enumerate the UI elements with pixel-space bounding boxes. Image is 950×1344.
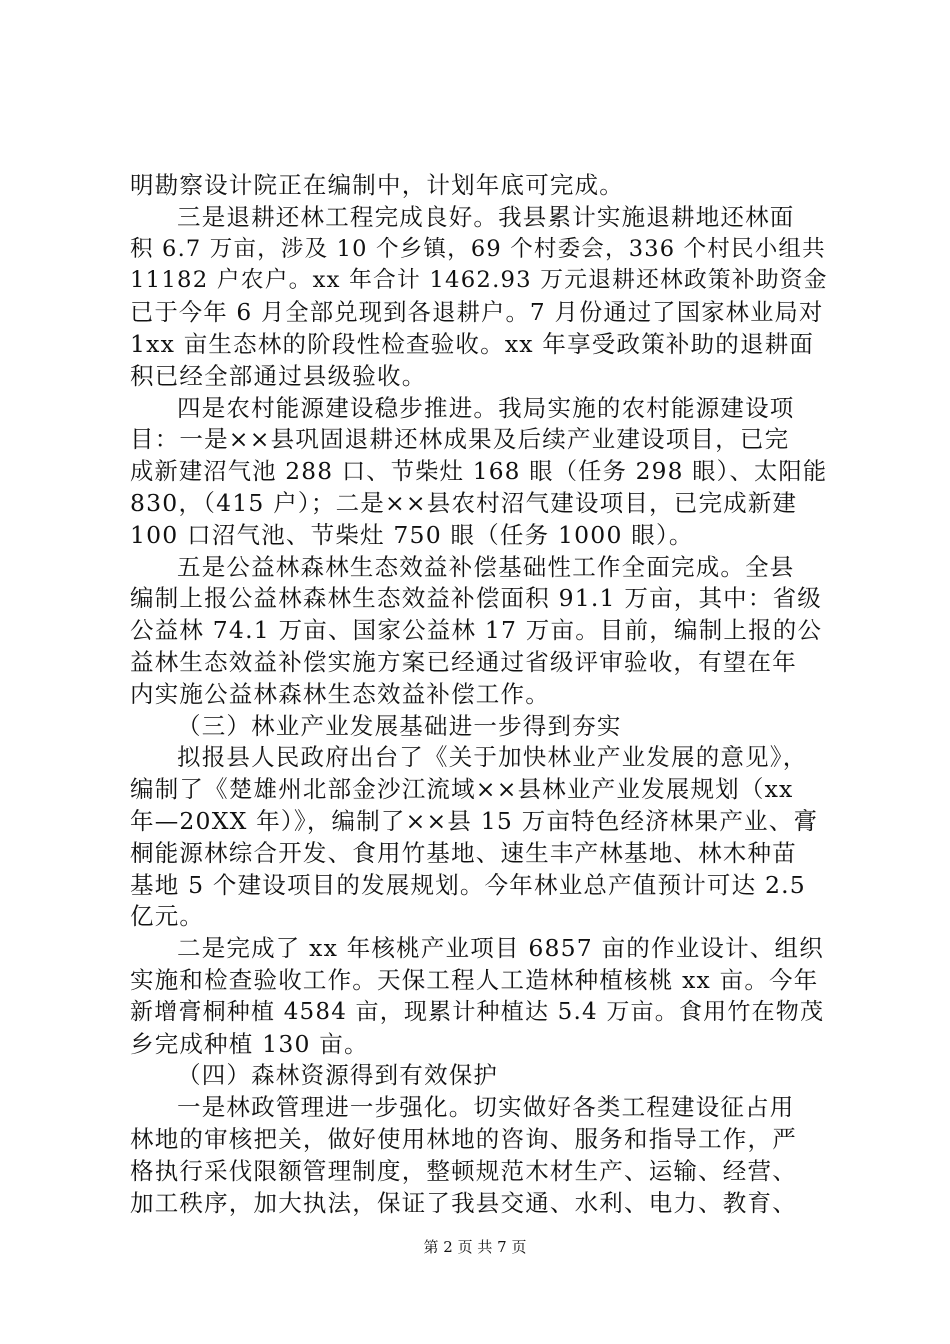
text-line: 实施和检查验收工作。天保工程人工造林种植核桃 xx 亩。今年: [130, 965, 819, 994]
text-line: 桐能源林综合开发、食用竹基地、速生丰产林基地、林木种苗: [130, 838, 797, 867]
text-line: 内实施公益林森林生态效益补偿工作。: [130, 679, 550, 708]
document-body: [130, 170, 830, 1219]
text-line: 基地 5 个建设项目的发展规划。今年林业总产值预计可达 2.5: [130, 870, 806, 899]
text-line: 编制上报公益林森林生态效益补偿面积 91.1 万亩，其中：省级: [130, 584, 822, 613]
text-line: 编制了《楚雄州北部金沙江流域××县林业产业发展规划（xx: [130, 775, 794, 804]
text-line: 格执行采伐限额管理制度，整顿规范木材生产、运输、经营、: [130, 1156, 797, 1185]
text-line: 明勘察设计院正在编制中，计划年底可完成。: [130, 171, 624, 199]
text-line: 四是农村能源建设稳步推进。我局实施的农村能源建设项: [177, 393, 795, 422]
text-line: 积 6.7 万亩，涉及 10 个乡镇，69 个村委会，336 个村民小组共: [130, 235, 826, 262]
text-line: 目：一是××县巩固退耕还林成果及后续产业建设项目，已完: [130, 425, 790, 454]
text-line: 五是公益林森林生态效益补偿基础性工作全面完成。全县: [177, 552, 795, 581]
text-line: 100 口沼气池、节柴灶 750 眼（任务 1000 眼）。: [130, 520, 694, 549]
text-line: 一是林政管理进一步强化。切实做好各类工程建设征占用: [177, 1093, 795, 1122]
text-line: 11182 户农户。xx 年合计 1462.93 万元退耕还林政策补助资金: [130, 267, 828, 294]
text-line: 积已经全部通过县级验收。: [130, 361, 427, 390]
text-line: 三是退耕还林工程完成良好。我县累计实施退耕地还林面: [177, 202, 795, 231]
text-line: 830，（415 户）；二是××县农村沼气建设项目，已完成新建: [130, 488, 798, 517]
page-footer: 第 2 页 共 7 页: [423, 1238, 527, 1256]
text-line: 益林生态效益补偿实施方案已经通过省级评审验收，有望在年: [130, 647, 797, 676]
text-line: 新增膏桐种植 4584 亩，现累计种植达 5.4 万亩。食用竹在物茂: [130, 998, 825, 1025]
text-line: 成新建沼气池 288 口、节柴灶 168 眼（任务 298 眼）、太阳能: [130, 458, 828, 486]
text-line: （四）森林资源得到有效保护: [177, 1061, 499, 1090]
text-line: 拟报县人民政府出台了《关于加快林业产业发展的意见》，: [177, 743, 808, 772]
text-line: 二是完成了 xx 年核桃产业项目 6857 亩的作业设计、组织: [177, 934, 824, 963]
text-line: 乡完成种植 130 亩。: [130, 1029, 369, 1058]
text-line: 1xx 亩生态林的阶段性检查验收。xx 年享受政策补助的退耕面: [130, 329, 815, 358]
text-line: 林地的审核把关，做好使用林地的咨询、服务和指导工作，严: [130, 1124, 797, 1153]
text-line: （三）林业产业发展基础进一步得到夯实: [177, 711, 622, 740]
text-line: 已于今年 6 月全部兑现到各退耕户。7 月份通过了国家林业局对: [130, 299, 824, 327]
text-line: 公益林 74.1 万亩、国家公益林 17 万亩。目前，编制上报的公: [130, 616, 823, 645]
text-line: 年—20XX 年）》，编制了××县 15 万亩特色经济林果产业、膏: [130, 806, 819, 835]
text-line: 加工秩序，加大执法，保证了我县交通、水利、电力、教育、: [130, 1188, 797, 1217]
text-line: 亿元。: [130, 902, 205, 931]
